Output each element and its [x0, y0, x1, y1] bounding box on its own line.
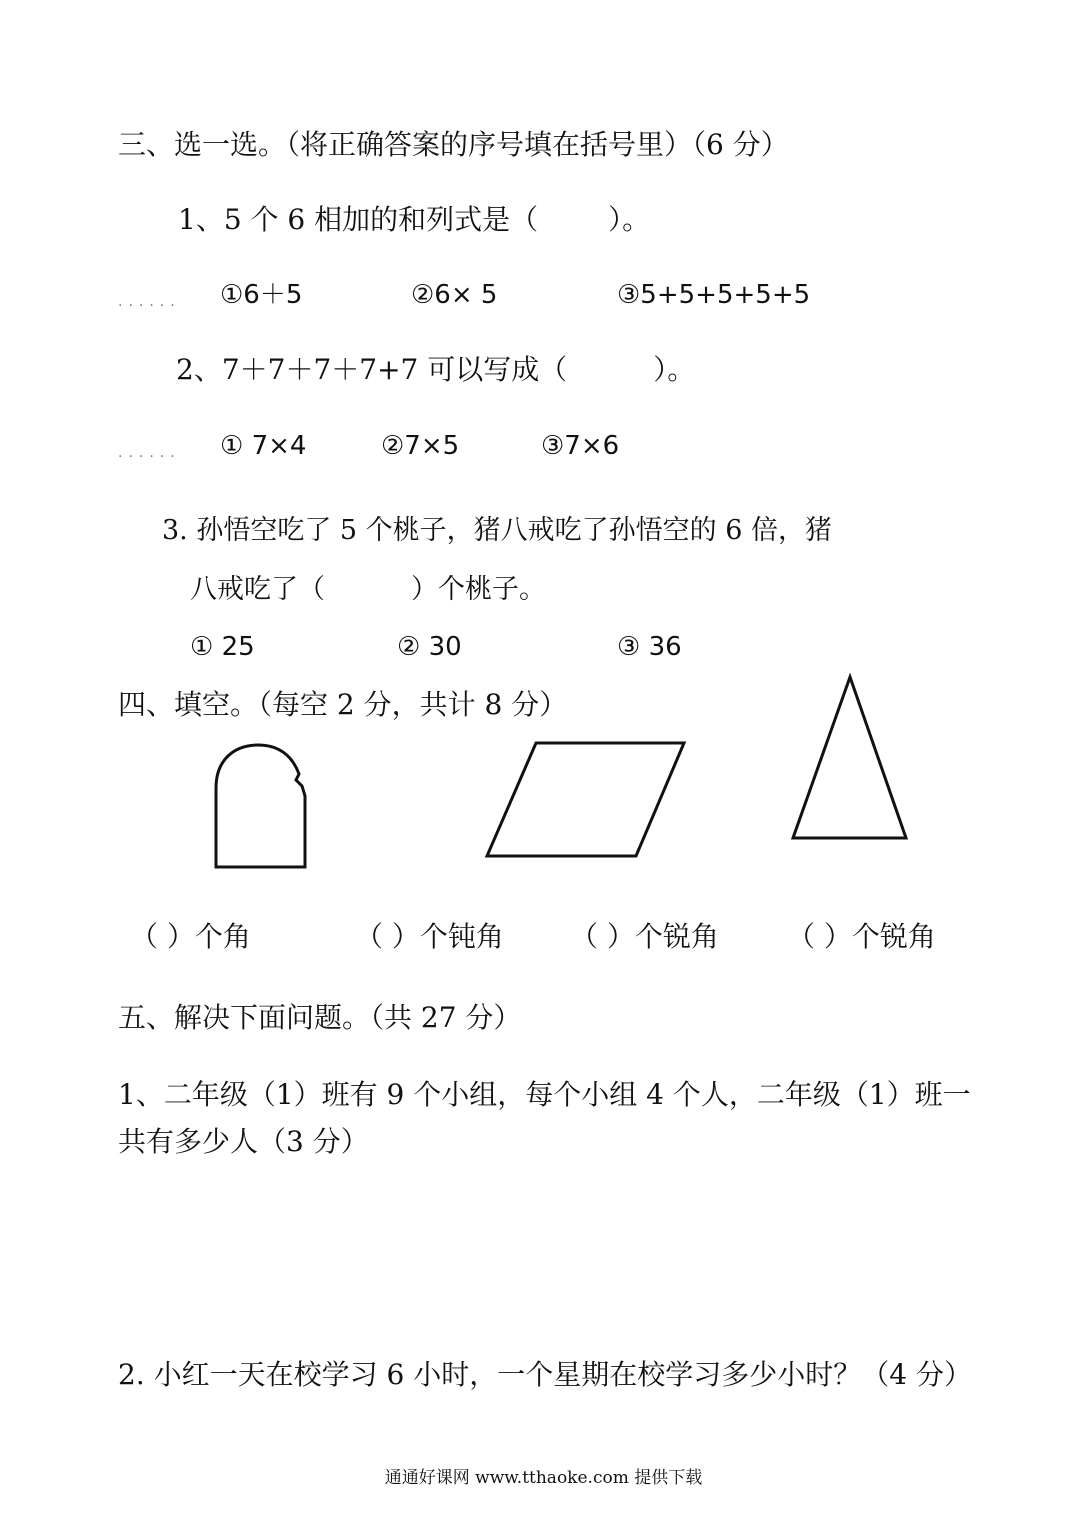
footer-credit: 通通好课网 www.tthaoke.com 提供下载 — [384, 1468, 703, 1488]
question-2-stem: 2、7＋7＋7＋7+7 可以写成（ ）。 — [176, 353, 696, 386]
parallelogram-figure — [482, 738, 690, 862]
section-4-heading: 四、填空。（每空 2 分，共计 8 分） — [118, 688, 568, 721]
question-2-option-3[interactable]: ③7×6 — [541, 431, 620, 461]
dot-leader: ...... — [118, 294, 181, 310]
dot-leader: ...... — [118, 445, 181, 461]
question-1-option-3[interactable]: ③5+5+5+5+5 — [617, 280, 811, 310]
question-3-stem-line-1: 3. 孙悟空吃了 5 个桃子，猪八戒吃了孙悟空的 6 倍，猪 — [162, 515, 833, 546]
question-1-option-2[interactable]: ②6× 5 — [411, 280, 498, 310]
problem-1-line-2: 共有多少人（3 分） — [118, 1125, 369, 1158]
blank-obtuse-angle-count[interactable]: （ ）个钝角 — [355, 920, 504, 953]
blank-acute-angle-count-2[interactable]: （ ）个锐角 — [787, 920, 936, 953]
blank-angle-count[interactable]: （ ）个角 — [130, 920, 251, 953]
problem-2: 2. 小红一天在校学习 6 小时，一个星期在校学习多少小时？（4 分） — [118, 1358, 972, 1391]
section-5-heading: 五、解决下面问题。（共 27 分） — [118, 1001, 522, 1034]
question-2-option-2[interactable]: ②7×5 — [381, 431, 460, 461]
question-1-option-1[interactable]: ①6＋5 — [220, 280, 303, 310]
blank-acute-angle-count[interactable]: （ ）个锐角 — [570, 920, 719, 953]
question-2-option-1[interactable]: ① 7×4 — [220, 431, 307, 461]
question-3-stem-line-2: 八戒吃了（ ）个桃子。 — [190, 574, 546, 605]
question-3-option-2[interactable]: ② 30 — [397, 632, 462, 662]
section-3-heading: 三、选一选。（将正确答案的序号填在括号里）（6 分） — [118, 128, 789, 161]
problem-1-line-1: 1、二年级（1）班有 9 个小组，每个小组 4 个人，二年级（1）班一 — [118, 1078, 971, 1111]
answer-area[interactable] — [118, 1400, 968, 1450]
question-3-option-1[interactable]: ① 25 — [190, 632, 255, 662]
triangle-figure — [788, 672, 912, 844]
answer-area[interactable] — [118, 1170, 968, 1350]
question-1-stem: 1、5 个 6 相加的和列式是（ ）。 — [178, 203, 651, 236]
arch-shape-figure — [210, 740, 310, 872]
question-3-option-3[interactable]: ③ 36 — [617, 632, 682, 662]
